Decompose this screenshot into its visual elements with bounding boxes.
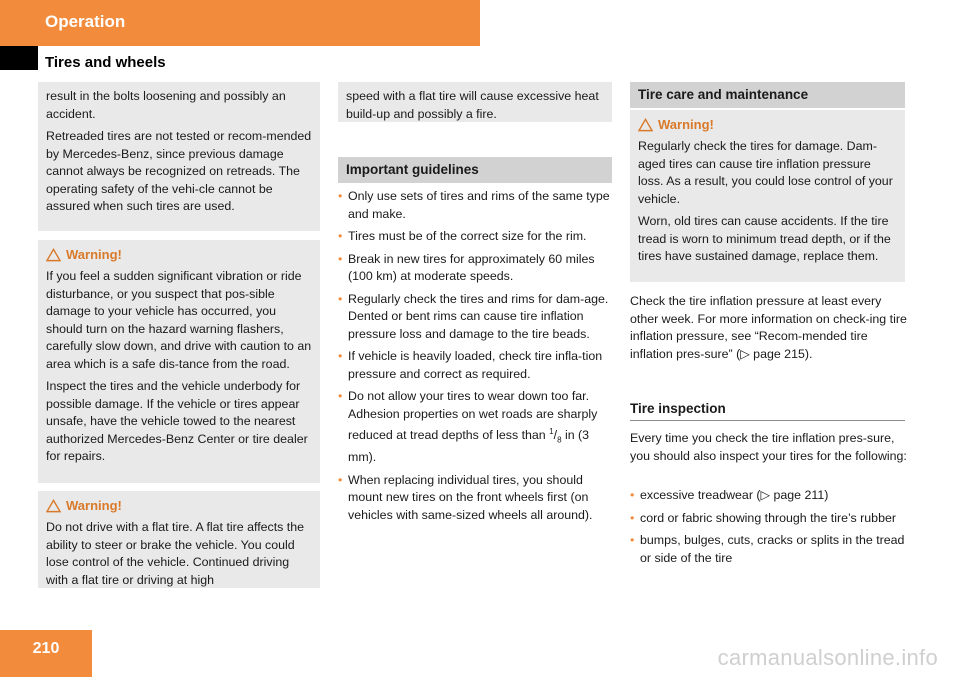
fraction-denominator: 8 bbox=[557, 435, 562, 445]
pressure-paragraph bbox=[630, 293, 908, 363]
list-item: • Regularly check the tires and rims for dam-age. Dented or bent rims can cause tire inflation pressure loss and damage to the tire beads. bbox=[338, 291, 616, 344]
warning-paragraph: Worn, old tires can cause accidents. If the tire tread is worn to minimum tread depth, or if the tires have sustained damage, replace them. bbox=[638, 214, 891, 263]
section-heading-inspection: Tire inspection bbox=[630, 401, 726, 416]
tread-text: Do not allow your tires to wear down too far. Adhesion properties on wet roads are sharply reduced at tread depths of less than bbox=[348, 389, 598, 443]
continued-warning-box bbox=[338, 82, 612, 122]
warning-triangle-icon bbox=[46, 248, 61, 262]
header-tab-marker bbox=[0, 46, 38, 70]
section-title: Operation bbox=[45, 12, 126, 31]
list-item: • Break in new tires for approximately 60 miles (100 km) at moderate speeds. bbox=[338, 251, 616, 286]
heading-divider bbox=[630, 420, 905, 421]
warning-paragraph: Do not drive with a flat tire. A flat tire affects the ability to steer or brake the vehicle. You could lose control of the vehicle. Continued driving with a flat tire or driving at high bbox=[46, 520, 305, 587]
list-item: • bumps, bulges, cuts, cracks or splits in the tread or side of the tire bbox=[630, 532, 908, 567]
page-reference-link[interactable]: (▷ page 215). bbox=[736, 346, 813, 361]
inspection-intro: Every time you check the tire inflation pres-sure, you should also inspect your tires for the following: bbox=[630, 431, 907, 463]
tread-text-end: in (3 mm). bbox=[348, 428, 590, 465]
watermark: carmanualsonline.info bbox=[717, 645, 938, 670]
list-item: • Only use sets of tires and rims of the same type and make. bbox=[338, 188, 616, 223]
inspection-list bbox=[630, 487, 908, 572]
continued-warning-box bbox=[38, 82, 320, 231]
list-item: • cord or fabric showing through the tire’s rubber bbox=[630, 510, 908, 528]
page-subtitle: Tires and wheels bbox=[45, 54, 166, 71]
warning-paragraph: If you feel a sudden significant vibration or ride disturbance, or you suspect that pos-sible damage to your vehicle has occurred, you should turn on the hazard warning flashers, carefully slow down, and drive with caution to an area which is a safe dis-tance from the road. bbox=[46, 269, 312, 371]
pressure-text: Check the tire inflation pressure at least every other week. For more information on check-ing tire inflation pressure, see “Recom-mended tire inflation pres-sure” bbox=[630, 294, 907, 361]
warning-triangle-icon bbox=[46, 499, 61, 513]
warning-heading bbox=[46, 497, 314, 514]
list-item-tread-depth: • Do not allow your tires to wear down too far. Adhesion properties on wet roads are sharply reduced at tread depths of less than $^1/_8$ in (3 mm). bbox=[338, 388, 616, 467]
section-heading-tire-care: Tire care and maintenance bbox=[630, 82, 905, 108]
warning-paragraph: Regularly check the tires for damage. Dam-aged tires can cause tire inflation pressure loss. As a result, you could lose control of your vehicle. bbox=[638, 139, 893, 206]
warning-box-damage bbox=[630, 110, 905, 282]
list-item: • excessive treadwear (▷ page 211) bbox=[630, 487, 908, 505]
warning-box-flat-tire bbox=[38, 491, 320, 588]
warning-heading bbox=[46, 246, 314, 263]
list-item: • When replacing individual tires, you should mount new tires on the front wheels first (on vehicles with same-sized wheels all around). bbox=[338, 472, 616, 525]
fraction-numerator: 1 bbox=[549, 427, 554, 436]
warning-title: Warning! bbox=[66, 247, 122, 262]
page-number: 210 bbox=[32, 640, 60, 657]
warning-title: Warning! bbox=[658, 117, 714, 132]
continued-text: speed with a flat tire will cause excessive heat build-up and possibly a fire. bbox=[346, 89, 599, 121]
warning-heading bbox=[638, 116, 899, 133]
list-item: • If vehicle is heavily loaded, check tire infla-tion pressure and correct as required. bbox=[338, 348, 616, 383]
warning-paragraph: Inspect the tires and the vehicle underbody for possible damage. If the vehicle or tires appear unsafe, have the vehicle towed to the nearest authorized Mercedes-Benz Center or tire dealer for repairs. bbox=[46, 379, 308, 463]
warning-title: Warning! bbox=[66, 498, 122, 513]
continued-text: result in the bolts loosening and possibly an accident. bbox=[46, 89, 286, 121]
warning-triangle-icon bbox=[638, 118, 653, 132]
retreaded-text: Retreaded tires are not tested or recom-mended by Mercedes-Benz, since previous damage cannot always be recognized on retreads. The operating safety of the vehi-cle cannot be assured when such tires are used. bbox=[46, 129, 312, 213]
list-item: • Tires must be of the correct size for the rim. bbox=[338, 228, 616, 246]
section-heading-guidelines: Important guidelines bbox=[338, 157, 612, 183]
guidelines-list bbox=[338, 188, 616, 529]
warning-box-vibration bbox=[38, 240, 320, 483]
